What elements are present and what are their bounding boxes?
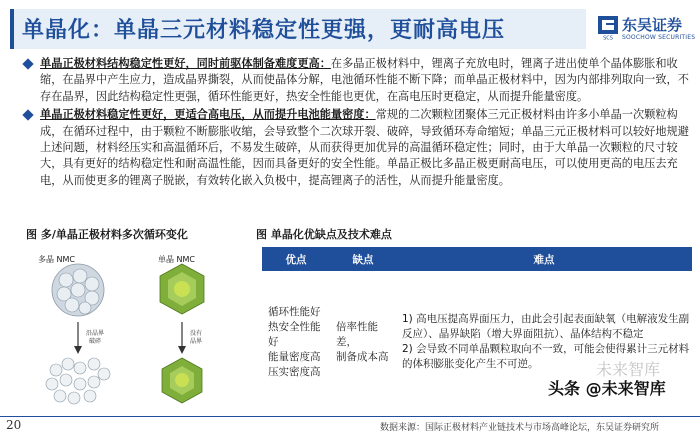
header-pros: 优点 — [262, 247, 330, 271]
company-logo — [598, 14, 694, 46]
cell-pros: 循环性能好 热安全性能好 能量密度高 压实密度高 — [268, 305, 321, 378]
bullet-lead: 单晶正极材料结构稳定性更好，同时前驱体制备难度更高： — [40, 57, 331, 70]
intact-single-crystal-particle — [162, 358, 202, 403]
title-accent-bar — [10, 9, 14, 49]
header-difficulties: 难点 — [396, 247, 692, 271]
data-source: 数据来源：国际正极材料产业链技术与市场高峰论坛，东吴证券研究所 — [380, 423, 660, 433]
polycrystal-particle — [52, 264, 104, 316]
footer-divider — [0, 416, 700, 417]
page-number: 20 — [6, 418, 22, 432]
bullet-item — [24, 56, 692, 105]
single-crystal-particle — [160, 264, 204, 314]
logo-mark-icon — [598, 16, 618, 40]
particle-illustration — [34, 246, 224, 406]
figure-left-title: 图 多/单晶正极材料多次循环变化 — [26, 228, 188, 241]
logo-chinese-name: 东吴证券 — [622, 16, 683, 34]
table-header-row — [262, 247, 692, 271]
page-title: 单晶化：单晶三元材料稳定性更强，更耐高电压 — [22, 18, 506, 43]
watermark-faint: 未来智库 — [596, 360, 661, 379]
cell-difficulties: 1) 高电压提高界面压力，由此会引起表面缺氧（电解液发生副反应）、晶界缺陷（增大界面阻抗）、晶体结构不稳定 2) 会导致不同单晶颗粒取向不一致，可能会使得累计三元材料的体积膨胀变化产生不可逆。 — [402, 313, 690, 370]
poly-nmc-label: 多晶 NMC — [38, 255, 76, 264]
cracked-polycrystal-particle — [46, 358, 110, 404]
single-arrow-caption: 没有 晶界 — [190, 330, 203, 345]
bullet-text: 在多晶正极材料中，锂离子充放电时，锂离子进出使单个晶体膨胀和收缩，在晶界中产生应力，造成晶界撕裂，从而使晶体分解，电池循环性能不断下降；而单晶正极材料中，因为内部排列取向一致，不存在晶界，因此结构稳定性更强，循环性能更好，热安全性能也更优，在高电压时更稳定，从而提升能量密度。 — [40, 57, 689, 103]
cycling-diagram — [34, 246, 224, 406]
poly-arrow-caption: 沿晶界 破碎 — [86, 330, 105, 345]
diamond-bullet-icon — [22, 110, 33, 121]
single-nmc-label: 单晶 NMC — [158, 255, 196, 264]
logo-english-name: SOOCHOW SECURITIES — [622, 34, 696, 41]
cell-cons: 倍率性能差， 制备成本高 — [336, 320, 389, 363]
bullet-item — [24, 107, 692, 189]
logo-mark-text: SCS — [603, 35, 613, 40]
bullet-text: 常规的二次颗粒团聚体三元正极材料由许多小单晶一次颗粒构成，在循环过程中，由于颗粒不断膨胀收缩，会导致整个二次球开裂、破碎，导致循环寿命缩短；单晶三元正极材料可以较好地规避上述问题，材料经压实和高温循环后，不易发生破碎，从而获得更加优异的高温循环稳定性；同时，由于大单晶一次颗粒的尺寸较大，具有更好的结构稳定性和耐高温性能，因而具备更好的安全性能。单晶正极比多晶正极更耐高电压，可以使用更高的电压去充电，从而使更多的锂离子脱嵌，有效转化嵌入负极中，提高锂离子的活性，从而提升能量密度。 — [40, 108, 689, 187]
watermark: 头条 @未来智库 — [548, 379, 666, 398]
bullet-list — [24, 56, 692, 191]
figure-right-title: 图 单晶化优缺点及技术难点 — [256, 228, 392, 241]
diamond-bullet-icon — [22, 58, 33, 69]
header-cons: 缺点 — [330, 247, 396, 271]
bullet-lead: 单晶正极材料稳定性更好，更适合高电压，从而提升电池能量密度： — [40, 108, 376, 122]
